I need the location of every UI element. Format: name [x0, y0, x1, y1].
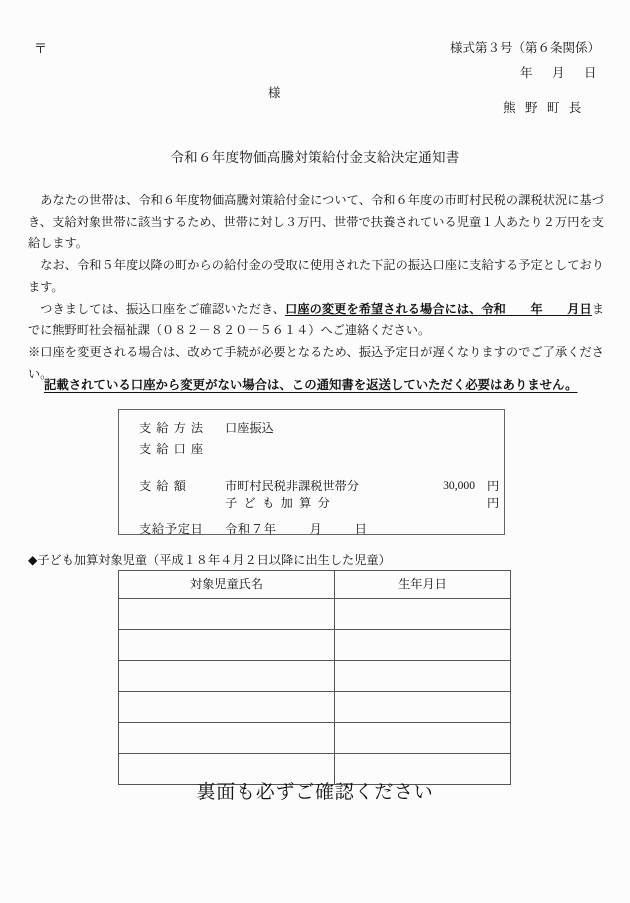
return-notice: 記載されている口座から変更がない場合は、この通知書を返送していただく必要はありません。: [44, 378, 578, 392]
cell-birth-date[interactable]: [335, 630, 511, 661]
cell-child-name[interactable]: [119, 630, 335, 661]
table-row: [119, 599, 511, 630]
table-row: [119, 630, 511, 661]
payment-amount-name-2: 子ども加算分: [225, 496, 337, 510]
cell-birth-date[interactable]: [335, 723, 511, 754]
document-title: 令和６年度物価高騰対策給付金支給決定通知書: [170, 150, 460, 165]
body-text: [28, 190, 604, 385]
column-header-birth-date: 生年月日: [335, 571, 511, 599]
body-paragraph-3-prefix: つきましては、振込口座をご確認いただき、: [40, 301, 286, 316]
payment-amount-unit-1: 円: [487, 479, 500, 493]
payment-date-month: 月: [309, 522, 322, 536]
body-paragraph-3: [28, 299, 604, 342]
postal-mark-icon: 〒: [34, 41, 48, 56]
payment-date-gap-1: [277, 522, 310, 536]
payment-amount-value-1: 30,000: [443, 479, 475, 492]
payment-method-value: 口座振込: [225, 421, 274, 435]
table-row: [119, 661, 511, 692]
body-paragraph-2: なお、令和５年度以降の町からの給付金の受取に使用された下記の振込口座に支給する予定としております。: [28, 258, 604, 294]
table-header-row: [119, 571, 511, 599]
payment-method-label: 支給方法: [139, 421, 209, 435]
body-paragraph-3-suffix: までに熊野町社会福祉課（０８２－８２０－５６１４）へご連絡ください。: [28, 301, 605, 338]
cell-child-name[interactable]: [119, 692, 335, 723]
payment-date-label: 支給予定日: [139, 522, 204, 536]
account-change-deadline-emphasis: 口座の変更を希望される場合には、令和 年 月日: [285, 301, 592, 316]
payment-details-box: [118, 409, 505, 535]
payment-account-row: [139, 440, 225, 459]
payment-date-row: [139, 520, 367, 539]
payment-amount-name-1: 市町村民税非課税世帯分: [225, 479, 360, 493]
column-header-child-name: 対象児童氏名: [119, 571, 335, 599]
cell-birth-date[interactable]: [335, 661, 511, 692]
body-paragraph-1: あなたの世帯は、令和６年度物価高騰対策給付金について、令和６年度の市町村民税の課税状況に基づき、支給対象世帯に該当するため、世帯に対し３万円、世帯で扶養されている児童１人あたり２万円を支給します。: [28, 193, 604, 251]
children-section-heading: ◆子ども加算対象児童（平成１８年４月２日以降に出生した児童）: [28, 553, 391, 567]
payment-date-year: 令和７年: [225, 522, 277, 536]
payment-date-gap-2: [322, 522, 355, 536]
issuer-name: 熊野町長: [503, 101, 591, 115]
cell-child-name[interactable]: [119, 599, 335, 630]
cell-child-name[interactable]: [119, 661, 335, 692]
cell-birth-date[interactable]: [335, 599, 511, 630]
addressee-honorific: 様: [268, 86, 281, 100]
payment-amount-unit-2: 円: [487, 496, 500, 510]
payment-account-label: 支給口座: [139, 442, 209, 456]
cell-birth-date[interactable]: [335, 692, 511, 723]
payment-amount-row-2: [139, 494, 336, 513]
footer-notice: 裏面も必ずご確認ください: [196, 782, 434, 803]
payment-amount-label: 支給額: [139, 479, 191, 493]
body-paragraph-4: ※口座を変更される場合は、改めて手続が必要となるため、振込予定日が遅くなりますのでご了承ください。: [28, 345, 604, 381]
children-table: [118, 570, 511, 785]
cell-child-name[interactable]: [119, 723, 335, 754]
table-row: [119, 692, 511, 723]
payment-date-day: 日: [354, 522, 367, 536]
payment-method-row: [139, 419, 274, 438]
table-row: [119, 723, 511, 754]
issue-date-line: 年 月 日: [519, 66, 600, 80]
form-number: 様式第３号（第６条関係）: [449, 41, 600, 55]
